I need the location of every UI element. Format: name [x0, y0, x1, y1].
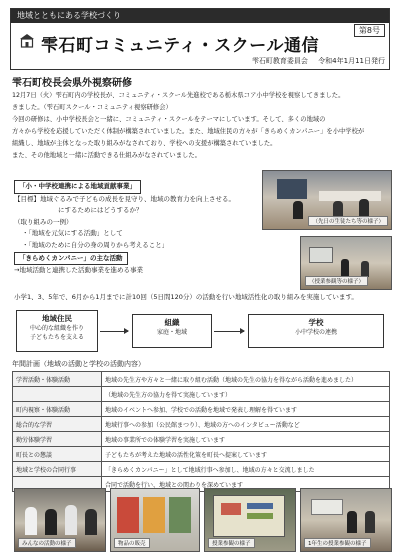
- row-label: 町長との懇談: [13, 447, 102, 462]
- photo-sales: [110, 488, 200, 552]
- project-goal: 【目標】地域ぐるみで子どもの成長を見守り、地域の教育力を向上させる。: [14, 194, 235, 203]
- flow-box-desc: 子どもたちを支える: [29, 334, 84, 341]
- header-bar: [11, 9, 389, 23]
- row-label: 学習活動・体験活動: [13, 372, 102, 387]
- schedule-text: 小学1、3、5年で、6月から1月までに計10回（5日間120分）の活動を行い地域活性化の取り組みを実施しています。: [14, 293, 358, 301]
- flow-box-title: 地域住民: [42, 314, 72, 323]
- flow-box-desc: 家庭・地域: [156, 329, 187, 336]
- photo-presentation: [204, 488, 296, 552]
- example-bullet: ・「地域のために自分の身の周りから考えること」: [22, 240, 169, 249]
- photo-caption: 授業参観の様子: [208, 538, 255, 548]
- header-subtitle: 地域とともにある学校づくり: [17, 11, 121, 20]
- publisher-info: [244, 56, 385, 66]
- flow-box-desc: 小中学校の連携: [294, 329, 337, 336]
- project-heading: 「小・中学校連携による地域貢献事業」: [14, 180, 141, 194]
- project-goal-cont: にするためにはどうするか？: [58, 206, 143, 215]
- flow-box-desc: 中心的な組織を作り: [29, 325, 84, 332]
- school-icon: [19, 33, 35, 49]
- intro-line: 組織し、地域が主体となった取り組みがなされており、学校への支援が構築されていました。: [12, 140, 277, 147]
- photo-classroom: [300, 236, 392, 290]
- flow-box-title: 組織: [164, 318, 180, 327]
- newsletter-title: 雫石町コミュニティ・スクール通信: [41, 36, 319, 56]
- row-content: 地域の先生方や方々と一緒に取り組む活動（地域の先生の協力を得ながら活動を進めました）: [102, 372, 390, 387]
- row-content: （地域の先生方の協力を得て実施しています）: [102, 387, 390, 402]
- company-desc: →地域活動と連携した活動事業を進める事業: [14, 266, 143, 275]
- issue-number: 第8号: [354, 24, 385, 37]
- row-label: 勤労体験学習: [13, 432, 102, 447]
- photo-class-visit: [300, 488, 392, 552]
- table-row: [13, 372, 390, 387]
- row-content: 合同で活動を行い、地域との関わりを深めています: [102, 477, 390, 492]
- flow-arrow: [100, 331, 128, 332]
- row-label: [13, 387, 102, 402]
- table-heading: 年間計画（地域の活動と学校の活動内容）: [12, 360, 145, 368]
- photo-caption: みんなの活動の様子: [18, 538, 76, 548]
- intro-paragraph: [12, 90, 390, 162]
- intro-line: 12月7日（火）雫石町内の学校長が、コミュニティ・スクール先進校である栃木県コア小中学校を視察してきました。: [12, 92, 345, 99]
- flow-box-residents: [16, 310, 98, 352]
- company-heading: 「きらめくカンパニー」の主な活動: [14, 252, 128, 266]
- row-content: 「きらめくカンパニー」として地域行事へ参加し、地域の方々と交流しました: [102, 462, 390, 477]
- table-row: [13, 387, 390, 402]
- table-row: [13, 432, 390, 447]
- intro-line: きました。（雫石町スクール・コミュニティ視察研修会）: [12, 104, 172, 111]
- row-content: 地域の事業所での体験学習を実施しています: [102, 432, 390, 447]
- photo-meeting: [262, 170, 392, 230]
- flow-box-school: [248, 314, 384, 348]
- photo-caption: （授業参観等の様子）: [305, 276, 368, 286]
- flow-box-title: 学校: [308, 318, 324, 327]
- photo-caption: （先日の生徒たち等の様子）: [308, 216, 388, 226]
- example-bullet: ・「地域を元気にする活動」として: [22, 229, 123, 238]
- flow-arrow: [214, 331, 244, 332]
- row-content: 地域のイベントへ参加、学校での活動を地域で発表し理解を得ています: [102, 402, 390, 417]
- table-row: [13, 402, 390, 417]
- photo-students: [14, 488, 106, 552]
- photo-caption: 物品の販売: [114, 538, 150, 548]
- flow-box-organization: [132, 314, 212, 348]
- row-content: 子どもたちが考えた地域の活性化策を町長へ提案しています: [102, 447, 390, 462]
- newsletter-header: [10, 8, 390, 70]
- row-content: 地域行事への参加（公民館まつり）、地域の方へのインタビュー活動など: [102, 417, 390, 432]
- row-label: 地域と学校の合同行事: [13, 462, 102, 477]
- activity-table: [12, 371, 390, 492]
- intro-line: また、その他地域と一緒に活動できる仕組みがなされていました。: [12, 152, 201, 159]
- row-label: 町内視察・体験活動: [13, 402, 102, 417]
- table-row: [13, 447, 390, 462]
- table-row: [13, 417, 390, 432]
- examples-label: （取り組みの一例）: [14, 217, 73, 226]
- project-description: [14, 180, 260, 277]
- section-title: 雫石町校長会県外視察研修: [12, 78, 132, 89]
- intro-line: 今回の研修は、小中学校長会と一緒に、コミュニティ・スクールをテーマにしています。そして、多くの地域の: [12, 116, 326, 123]
- intro-line: 方々から学校を応援していただく体制が構築されていました。また、地域住民の方々が「きらめくカンパニー」を小中学校が: [12, 128, 365, 135]
- photo-caption: 1年生の授業参観の様子: [304, 538, 371, 548]
- table-row: [13, 462, 390, 477]
- publish-date: 令和4年1月11日発行: [318, 57, 385, 65]
- publisher-name: 雫石町教育委員会: [251, 57, 308, 65]
- row-label: 総合的な学習: [13, 417, 102, 432]
